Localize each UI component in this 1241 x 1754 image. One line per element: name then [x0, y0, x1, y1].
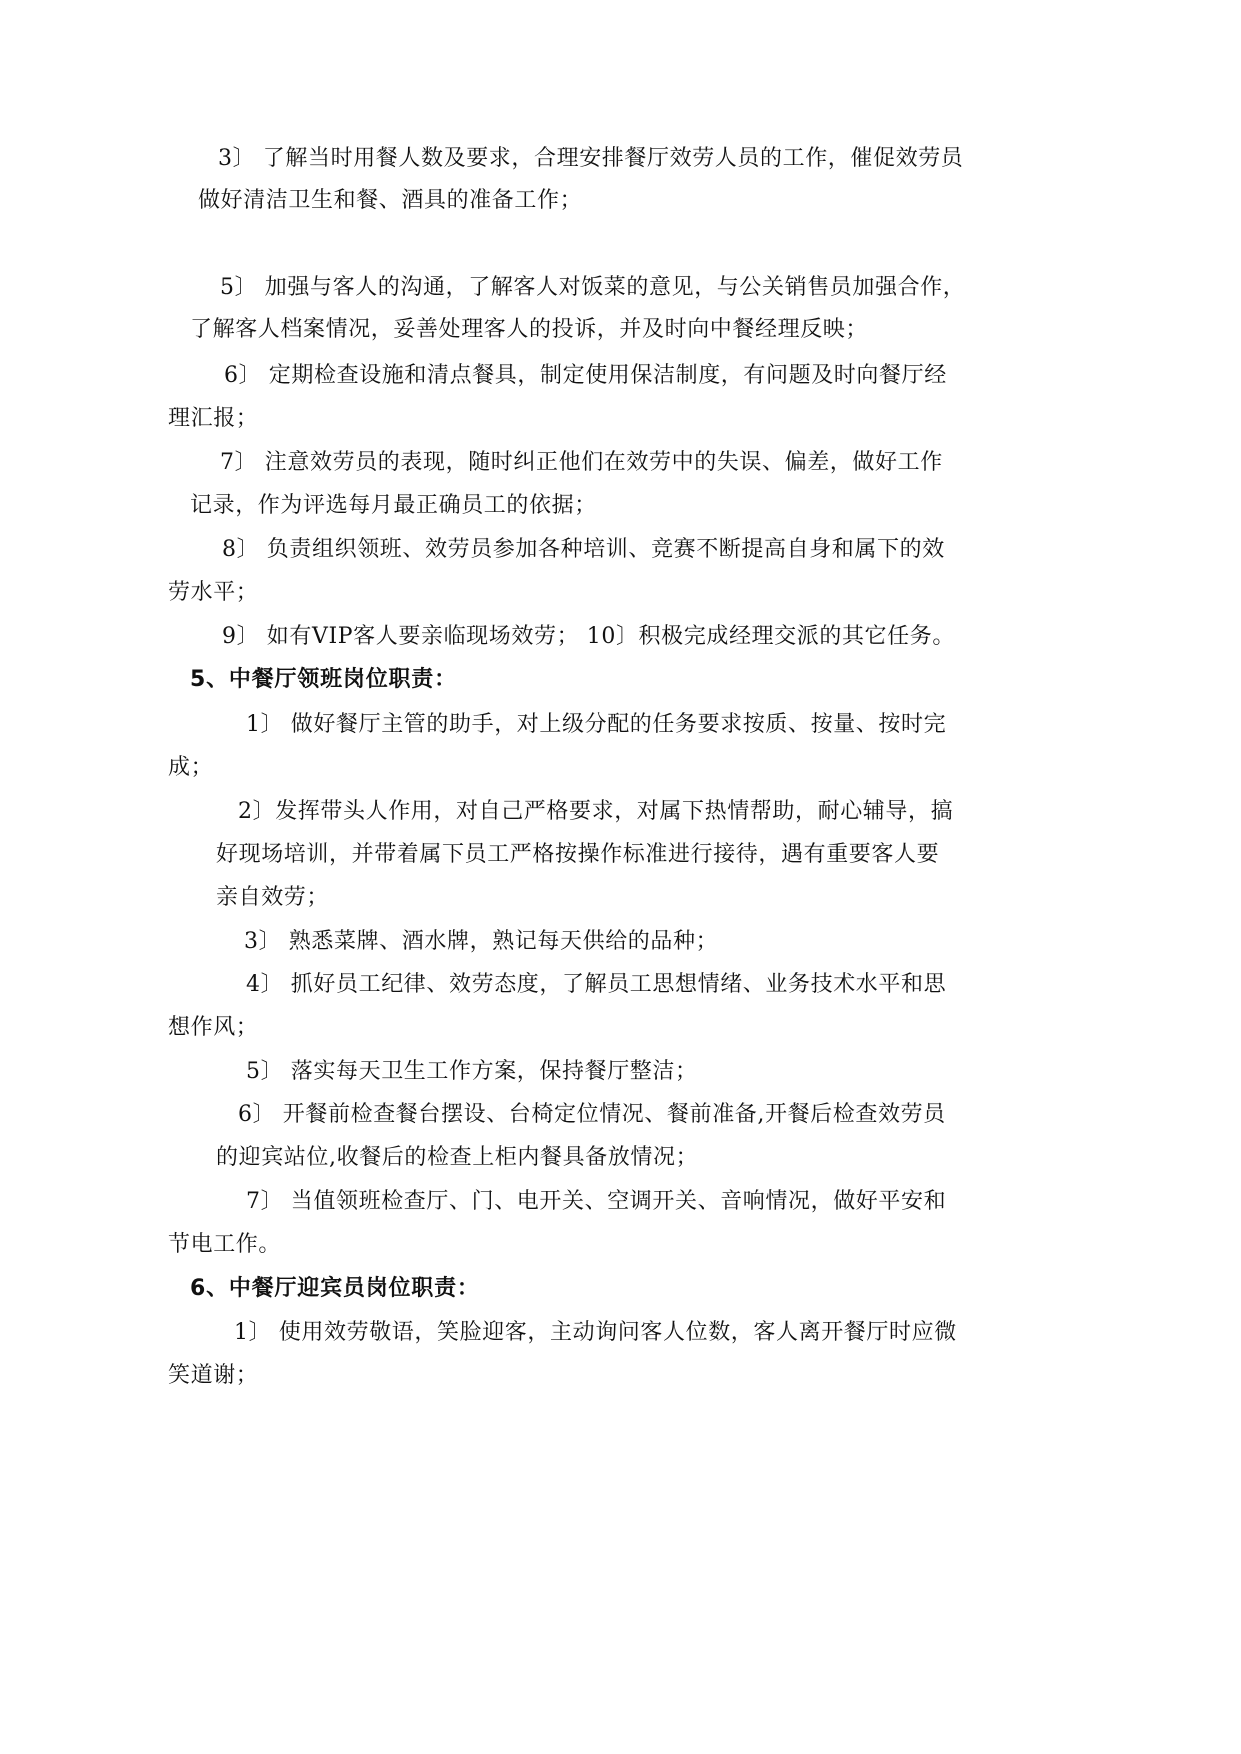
paragraph-line: 好现场培训，并带着属下员工严格按操作标准进行接待，遇有重要客人要 [216, 842, 940, 867]
paragraph-line: 1〕 做好餐厅主管的助手，对上级分配的任务要求按质、按量、按时完 [246, 712, 947, 737]
paragraph-line: 7〕 当值领班检查厅、门、电开关、空调开关、音响情况，做好平安和 [246, 1189, 947, 1214]
paragraph-line: 5〕 落实每天卫生工作方案，保持餐厅整洁； [246, 1059, 698, 1084]
paragraph-line: 2〕发挥带头人作用，对自己严格要求，对属下热情帮助，耐心辅导，搞 [238, 799, 954, 824]
paragraph-line: 6〕 定期检查设施和清点餐具，制定使用保洁制度，有问题及时向餐厅经 [224, 363, 947, 388]
paragraph-line: 了解客人档案情况，妥善处理客人的投诉，并及时向中餐经理反映； [190, 317, 869, 342]
paragraph-line: 节电工作。 [168, 1232, 282, 1257]
paragraph-line: 3〕 熟悉菜牌、酒水牌，熟记每天供给的品种； [244, 929, 719, 954]
paragraph-line: 成； [168, 755, 214, 780]
paragraph-line: 4〕 抓好员工纪律、效劳态度，了解员工思想情绪、业务技术水平和思 [246, 972, 947, 997]
paragraph-line: 5〕 加强与客人的沟通，了解客人对饭菜的意见，与公关销售员加强合作， [220, 275, 966, 300]
paragraph-line: 的迎宾站位,收餐后的检查上柜内餐具备放情况； [216, 1145, 699, 1170]
paragraph-line: 想作风； [168, 1015, 259, 1040]
section-heading: 6、中餐厅迎宾员岗位职责： [190, 1276, 480, 1301]
paragraph-line: 亲自效劳； [216, 885, 330, 910]
paragraph-line: 9〕 如有VIP客人要亲临现场效劳； 10〕积极完成经理交派的其它任务。 [222, 624, 955, 649]
paragraph-line: 1〕 使用效劳敬语，笑脸迎客，主动询问客人位数，客人离开餐厅时应微 [234, 1320, 957, 1345]
paragraph-line: 劳水平； [168, 580, 259, 605]
paragraph-line: 笑道谢； [168, 1363, 259, 1388]
paragraph-line: 记录，作为评选每月最正确员工的依据； [190, 493, 597, 518]
section-heading: 5、中餐厅领班岗位职责： [190, 667, 457, 692]
paragraph-line: 7〕 注意效劳员的表现，随时纠正他们在效劳中的失误、偏差，做好工作 [220, 450, 943, 475]
paragraph-line: 3〕 了解当时用餐人数及要求，合理安排餐厅效劳人员的工作，催促效劳员 [218, 146, 964, 171]
paragraph-line: 8〕 负责组织领班、效劳员参加各种培训、竞赛不断提高自身和属下的效 [222, 537, 945, 562]
paragraph-line: 做好清洁卫生和餐、酒具的准备工作； [198, 188, 583, 213]
paragraph-line: 6〕 开餐前检查餐台摆设、台椅定位情况、餐前准备,开餐后检查效劳员 [238, 1102, 946, 1127]
paragraph-line: 理汇报； [168, 406, 259, 431]
